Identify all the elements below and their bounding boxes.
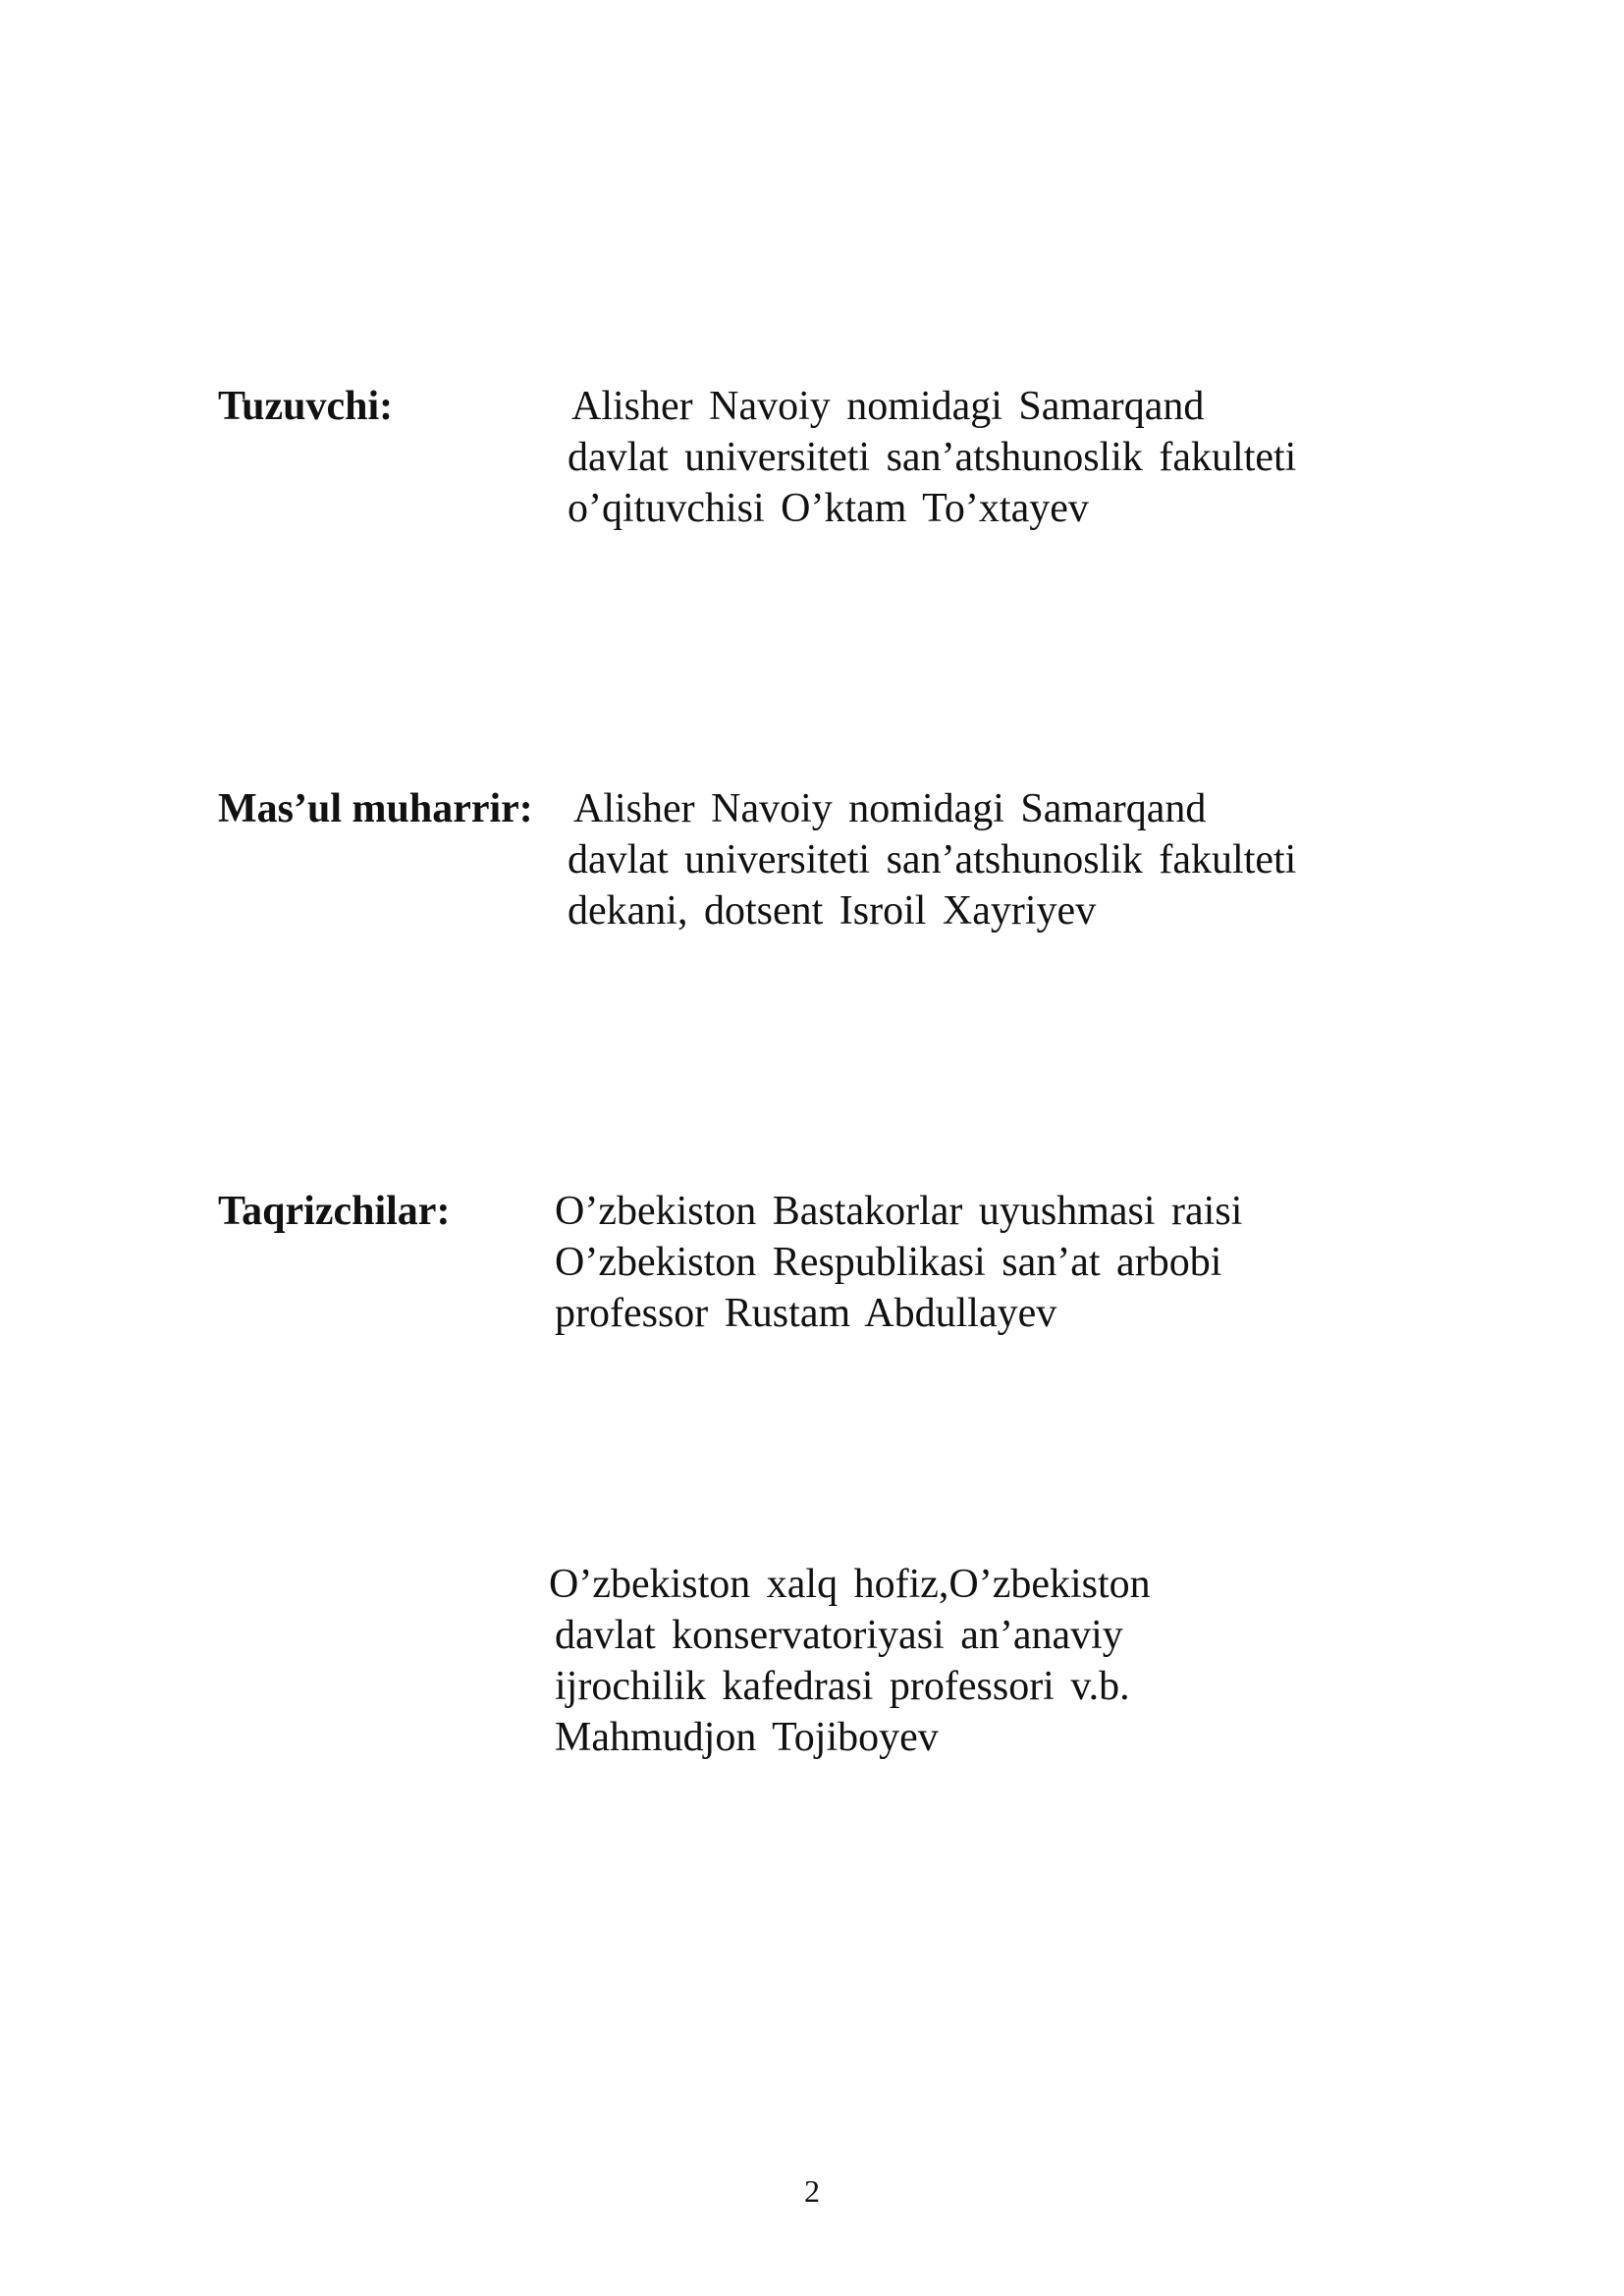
reviewer-2-line-2: davlat konservatoriyasi an’anaviy [555,1613,1123,1658]
compiler-line-1: Alisher Navoiy nomidagi Samarqand [571,384,1205,429]
editor-line-1: Alisher Navoiy nomidagi Samarqand [573,786,1207,831]
compiler-text [568,381,1296,534]
editor-label: Mas’ul muharrir: [218,786,533,831]
reviewer-1-line-3: professor Rustam Abdullayev [555,1291,1057,1336]
reviewer-2-text [549,1559,1151,1763]
reviewer-2-line-1: O’zbekiston xalq hofiz,O’zbekiston [549,1562,1151,1607]
reviewer-2-line-4: Mahmudjon Tojiboyev [555,1715,939,1760]
editor-line-3: dekani, dotsent Isroil Xayriyev [568,888,1097,934]
reviewer-1-text [555,1186,1242,1339]
editor-text [568,783,1296,936]
compiler-line-2: davlat universiteti san’atshunoslik fakulteti [568,435,1297,480]
reviewer-1-line-1: O’zbekiston Bastakorlar uyushmasi raisi [555,1189,1243,1234]
page-number: 2 [804,2173,820,2209]
editor-line-2: davlat universiteti san’atshunoslik fakulteti [568,837,1297,882]
reviewers-label: Taqrizchilar: [218,1189,451,1234]
compiler-label: Tuzuvchi: [218,384,394,429]
reviewer-2-line-3: ijrochilik kafedrasi professori v.b. [555,1664,1130,1709]
compiler-line-3: o’qituvchisi O’ktam To’xtayev [568,486,1089,531]
reviewer-1-line-2: O’zbekiston Respublikasi san’at arbobi [555,1240,1222,1285]
